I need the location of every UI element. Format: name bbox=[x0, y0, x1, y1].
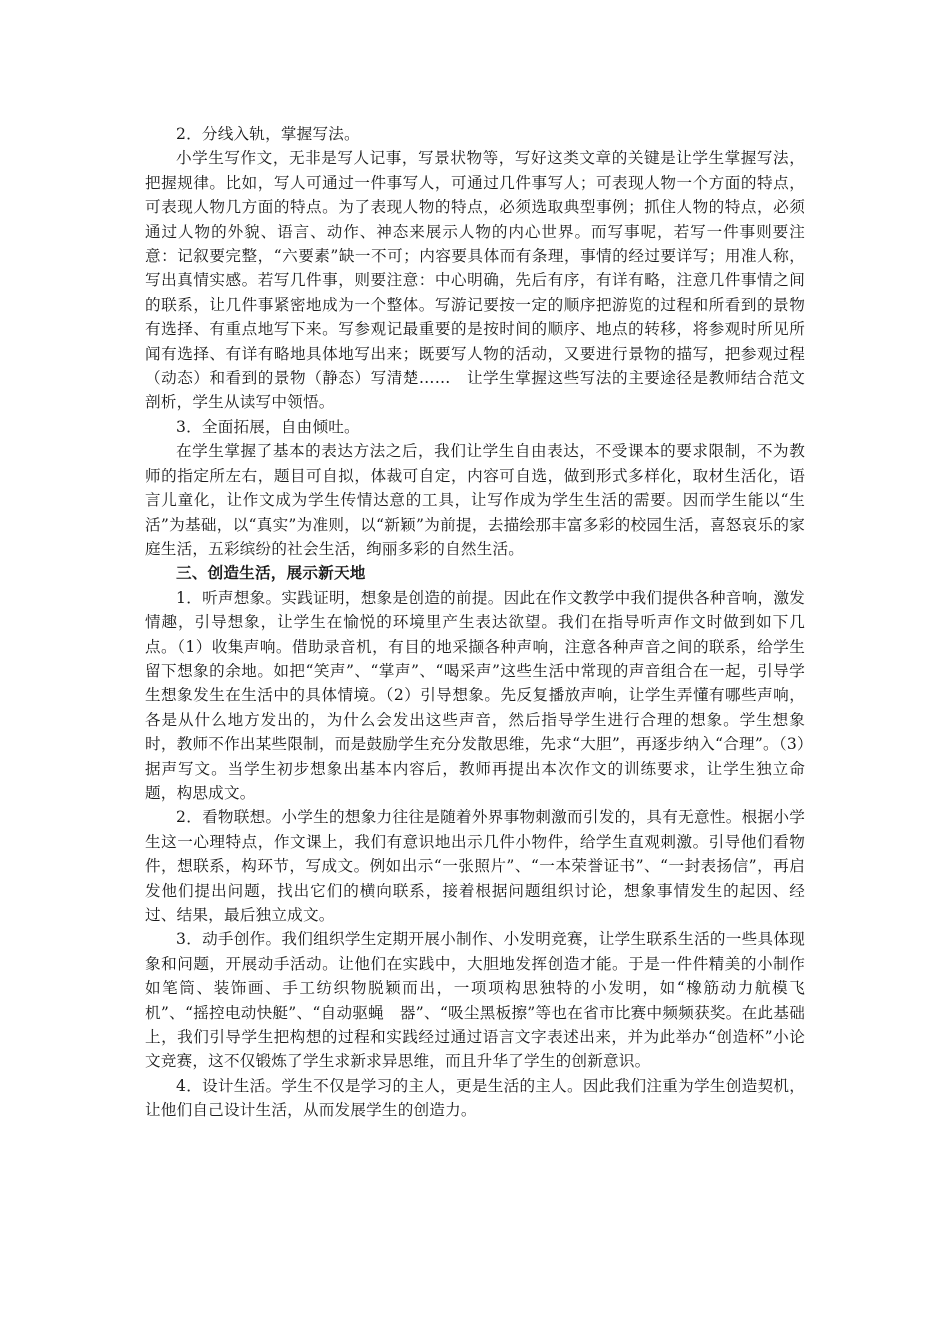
paragraph-writing-methods: 小学生写作文，无非是写人记事，写景状物等，写好这类文章的关键是让学生掌握写法，把握规律。比如，写人可通过一件事写人，可通过几件事写人；可表现人物一个方面的特点，可表现人物几方面的特点。为了表现人物的特点，必须选取典型事例；抓住人物的特点，必须通过人物的外貌、语言、动作、神态来展示人物的内心世界。而写事呢，若写一件事则要注意：记叙要完整，“六要素”缺一不可；内容要具体而有条理，事情的经过要详写；用准人称，写出真情实感。若写几件事，则要注意：中心明确，先后有序，有详有略，注意几件事情之间的联系，让几件事紧密地成为一个整体。写游记要按一定的顺序把游览的过程和所看到的景物有选择、有重点地写下来。写参观记最重要的是按时间的顺序、地点的转移，将参观时所见所闻有选择、有详有略地具体地写出来；既要写人物的活动，又要进行景物的描写，把参观过程（动态）和看到的景物（静态）写清楚…… 让学生掌握这些写法的主要途径是教师结合范文剖析，学生从读写中领悟。 bbox=[145, 149, 805, 412]
section-title-2: 2．分线入轨，掌握写法。 bbox=[176, 125, 360, 143]
paragraph-free-expression: 在学生掌握了基本的表达方法之后，我们让学生自由表达，不受课本的要求限制，不为教师的指定所左右，题目可自拟，体裁可自定，内容可自选，做到形式多样化，取材生活化，语言儿童化，让作文成为学生传情达意的工具，让写作成为学生生活的需要。因而学生能以“生活”为基础，以“真实”为准则，以“新颖”为前提，去描绘那丰富多彩的校园生活，喜怒哀乐的家庭生活，五彩缤纷的社会生活，绚丽多彩的自然生活。 bbox=[145, 442, 805, 558]
chapter-heading-three: 三、创造生活，展示新天地 bbox=[176, 563, 366, 583]
paragraph-hands-on-creation: 3．动手创作。我们组织学生定期开展小制作、小发明竞赛，让学生联系生活的一些具体现象和问题，开展动手活动。让他们在实践中，大胆地发挥创造才能。于是一件件精美的小制作如笔筒、装饰画、手工纺织物脱颖而出，一项项构思独特的小发明，如“橡筋动力航模飞机”、“摇控电动快艇”、“自动驱蝇 器”、“吸尘黑板擦”等也在省市比赛中频频获奖。在此基础上，我们引导学生把构想的过程和实践经过通过语言文字表述出来，并为此举办“创造杯”小论文竞赛，这不仅锻炼了学生求新求异思维，而且升华了学生的创新意识。 bbox=[145, 930, 805, 1071]
section-title-3: 3．全面拓展，自由倾吐。 bbox=[176, 417, 360, 436]
paragraph-listen-imagine: 1．听声想象。实践证明，想象是创造的前提。因此在作文教学中我们提供各种音响，激发情趣，引导想象，让学生在愉悦的环境里产生表达欲望。我们在指导听声作文时做到如下几点。（1）收集声响。借助录音机，有目的地采撷各种声响，注意各种声音之间的联系，给学生留下想象的余地。如把“笑声”、“掌声”、“喝采声”这些生活中常现的声音组合在一起，引导学生想象发生在生活中的具体情境。（2）引导想象。先反复播放声响，让学生弄懂有哪些声响，各是从什么地方发出的，为什么会发出这些声音，然后指导学生进行合理的想象。学生想象时，教师不作出某些限制，而是鼓励学生充分发散思维，先求“大胆”，再逐步纳入“合理”。（3）据声写文。当学生初步想象出基本内容后，教师再提出本次作文的训练要求，让学生独立命题，构思成文。 bbox=[145, 588, 805, 802]
document-page bbox=[145, 122, 805, 1123]
paragraph-observe-associate: 2．看物联想。小学生的想象力往往是随着外界事物刺激而引发的，具有无意性。根据小学生这一心理特点，作文课上，我们有意识地出示几件小物件，给学生直观刺激。引导他们看物件，想联系，构环节，写成文。例如出示“一张照片”、“一本荣誉证书”、“一封表扬信”，再启发他们提出问题，找出它们的横向联系，接着根据问题组织讨论，想象事情发生的起因、经过、结果，最后独立成文。 bbox=[145, 808, 805, 924]
paragraph-design-life: 4．设计生活。学生不仅是学习的主人，更是生活的主人。因此我们注重为学生创造契机，让他们自己设计生活，从而发展学生的创造力。 bbox=[145, 1076, 805, 1120]
